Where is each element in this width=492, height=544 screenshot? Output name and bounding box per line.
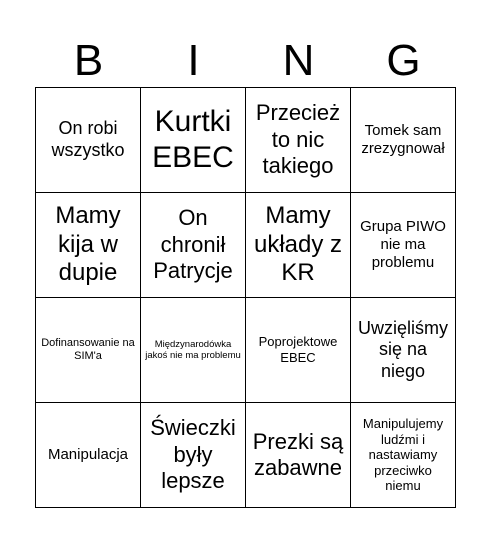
bingo-header [36, 36, 456, 86]
bingo-cell-text: Mamy układy z KR [253, 201, 343, 287]
bingo-cell-text: Mamy kija w dupie [55, 201, 121, 287]
bingo-cell-r1-c4[interactable] [351, 88, 456, 193]
bingo-cell-r2-c2[interactable] [141, 193, 246, 298]
bingo-cell-r3-c4[interactable] [351, 298, 456, 403]
bingo-cell-r3-c2[interactable] [141, 298, 246, 403]
bingo-cell-r3-c3[interactable] [246, 298, 351, 403]
bingo-card-grid [35, 87, 456, 508]
bingo-cell-text: Manipulujemy ludźmi i nastawiamy przeciwko niemu [362, 416, 444, 494]
bingo-cell-r4-c4[interactable] [351, 403, 456, 508]
bingo-cell-text: Uwzięliśmy się na niego [358, 317, 448, 381]
header-letter-b: B [73, 36, 104, 85]
bingo-cell-r1-c3[interactable] [246, 88, 351, 193]
bingo-cell-r1-c1[interactable] [36, 88, 141, 193]
bingo-cell-text: Manipulacja [47, 446, 129, 463]
bingo-cell-r4-c3[interactable] [246, 403, 351, 508]
bingo-cell-text: Poprojektowe EBEC [258, 334, 338, 365]
bingo-cell-r4-c2[interactable] [141, 403, 246, 508]
bingo-cell-r2-c4[interactable] [351, 193, 456, 298]
bingo-cell-r2-c3[interactable] [246, 193, 351, 298]
bingo-cell-text: On robi wszystko [51, 118, 125, 160]
bingo-cell-text: Prezki są zabawne [252, 428, 344, 480]
bingo-cell-text: Świeczki były lepsze [150, 415, 236, 494]
header-letter-i: I [187, 36, 200, 85]
bingo-cell-r2-c1[interactable] [36, 193, 141, 298]
bingo-cell-text: Tomek sam zrezygnował [361, 122, 445, 157]
header-letter-g: G [386, 36, 421, 85]
bingo-cell-text: Przecież to nic takiego [255, 100, 341, 179]
bingo-cell-r3-c1[interactable] [36, 298, 141, 403]
bingo-cell-text: Kurtki EBEC [152, 105, 234, 174]
bingo-cell-text: Grupa PIWO nie ma problemu [360, 218, 446, 271]
bingo-cell-r1-c2[interactable] [141, 88, 246, 193]
bingo-cell-text: Międzynarodówka jakoś nie ma problemu [145, 338, 241, 361]
header-letter-n: N [282, 36, 315, 85]
bingo-cell-text: Dofinansowanie na SIM'a [41, 336, 135, 362]
bingo-cell-text: On chronił Patrycje [153, 205, 233, 284]
bingo-cell-r4-c1[interactable] [36, 403, 141, 508]
